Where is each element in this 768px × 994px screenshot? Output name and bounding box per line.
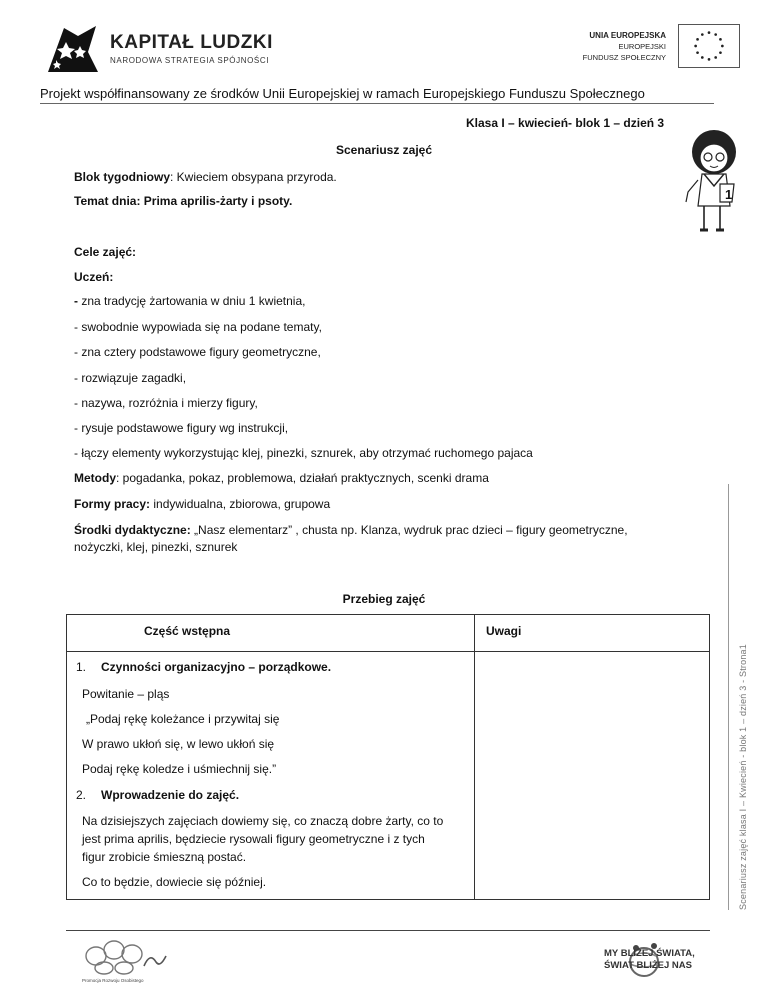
goal-item: - swobodnie wypowiada się na podane tematy,	[74, 320, 322, 334]
weekly-value: : Kwieciem obsypana przyroda.	[170, 170, 337, 184]
item-number: 1.	[76, 660, 87, 674]
intro-line: Na dzisiejszych zajęciach dowiemy się, co znaczą dobre żarty, co to	[82, 814, 444, 828]
song-line: W prawo ukłoń się, w lewo ukłoń się	[82, 737, 275, 751]
self-caption: Promocja Rozwoju Osobistego	[82, 978, 144, 983]
eu-line-1: UNIA EUROPEJSKA	[589, 31, 666, 40]
table-header-intro: Część wstępna	[144, 624, 231, 638]
goal-item: - rysuje podstawowe figury wg instrukcji,	[74, 421, 289, 435]
student-heading: Uczeń:	[74, 270, 114, 284]
eu-flag-icon	[678, 24, 740, 68]
methods: Metody: pogadanka, pokaz, problemowa, działań praktycznych, scenki drama	[74, 471, 489, 485]
topic-of-day: Temat dnia: Prima aprilis-żarty i psoty.	[74, 194, 293, 208]
song-line: Podaj rękę koledze i uśmiechnij się.”	[82, 762, 277, 776]
goal-item: - zna tradycję żartowania w dniu 1 kwietnia,	[74, 294, 306, 308]
side-page-label: Scenariusz zajęć klasa I – Kwiecień - blok 1 – dzień 3 - Strona1	[738, 644, 748, 910]
kapital-ludzki-logo	[44, 22, 294, 76]
class-info: Klasa I – kwiecień- blok 1 – dzień 3	[466, 116, 665, 130]
forms-of-work: Formy pracy: indywidualna, zbiorowa, grupowa	[74, 497, 331, 511]
song-line: „Podaj rękę koleżance i przywitaj się	[86, 712, 280, 726]
greeting: Powitanie – pląs	[82, 687, 170, 701]
item-title: Czynności organizacyjno – porządkowe.	[101, 660, 332, 674]
goal-item: - zna cztery podstawowe figury geometryczne,	[74, 345, 321, 359]
weekly-block	[74, 170, 337, 185]
teaching-aids-continued: nożyczki, klej, pinezki, sznurek	[74, 540, 238, 554]
logo-title: KAPITAŁ LUDZKI	[110, 32, 273, 53]
cofinance-line: Projekt współfinansowany ze środków Unii Europejskiej w ramach Europejskiego Funduszu Społecznego	[40, 86, 645, 101]
eu-logo	[540, 22, 740, 78]
item-title: Wprowadzenie do zajęć.	[101, 788, 240, 802]
kapital-ludzki-emblem-icon	[44, 22, 100, 76]
intro-line: jest prima aprilis, będziecie rysowali figury geometryczne i z tych	[82, 832, 425, 846]
goal-item: - rozwiązuje zagadki,	[74, 371, 187, 385]
eu-line-3: FUNDUSZ SPOŁECZNY	[582, 53, 666, 62]
svg-text:1: 1	[725, 187, 733, 202]
goal-item: - nazywa, rozróżnia i mierzy figury,	[74, 396, 258, 410]
footer-divider	[66, 930, 710, 931]
intro-line: figur zrobicie śmieszną postać.	[82, 850, 247, 864]
course-heading: Przebieg zajęć	[342, 592, 426, 606]
eu-line-2: EUROPEJSKI	[618, 42, 666, 51]
mb-slogan: MY BLIŻEJ ŚWIATA, ŚWIAT BLIŻEJ NAS	[604, 948, 695, 971]
goal-item: - łączy elementy wykorzystując klej, pinezki, sznurek, aby otrzymać ruchomego pajaca	[74, 446, 533, 460]
side-divider	[728, 484, 729, 910]
weekly-label: Blok tygodniowy	[74, 170, 170, 184]
document-title: Scenariusz zajęć	[335, 143, 433, 157]
closing-line: Co to będzie, dowiecie się później.	[82, 875, 267, 889]
table-header-notes: Uwagi	[486, 624, 522, 638]
header-divider	[40, 103, 714, 104]
goals-heading: Cele zajęć:	[74, 245, 137, 259]
teaching-aids: Środki dydaktyczne: „Nasz elementarz” , chusta np. Klanza, wydruk prac dzieci – figury geometryczne,	[74, 523, 628, 537]
logo-subtitle: NARODOWA STRATEGIA SPÓJNOŚCI	[110, 56, 270, 65]
item-number: 2.	[76, 788, 87, 802]
